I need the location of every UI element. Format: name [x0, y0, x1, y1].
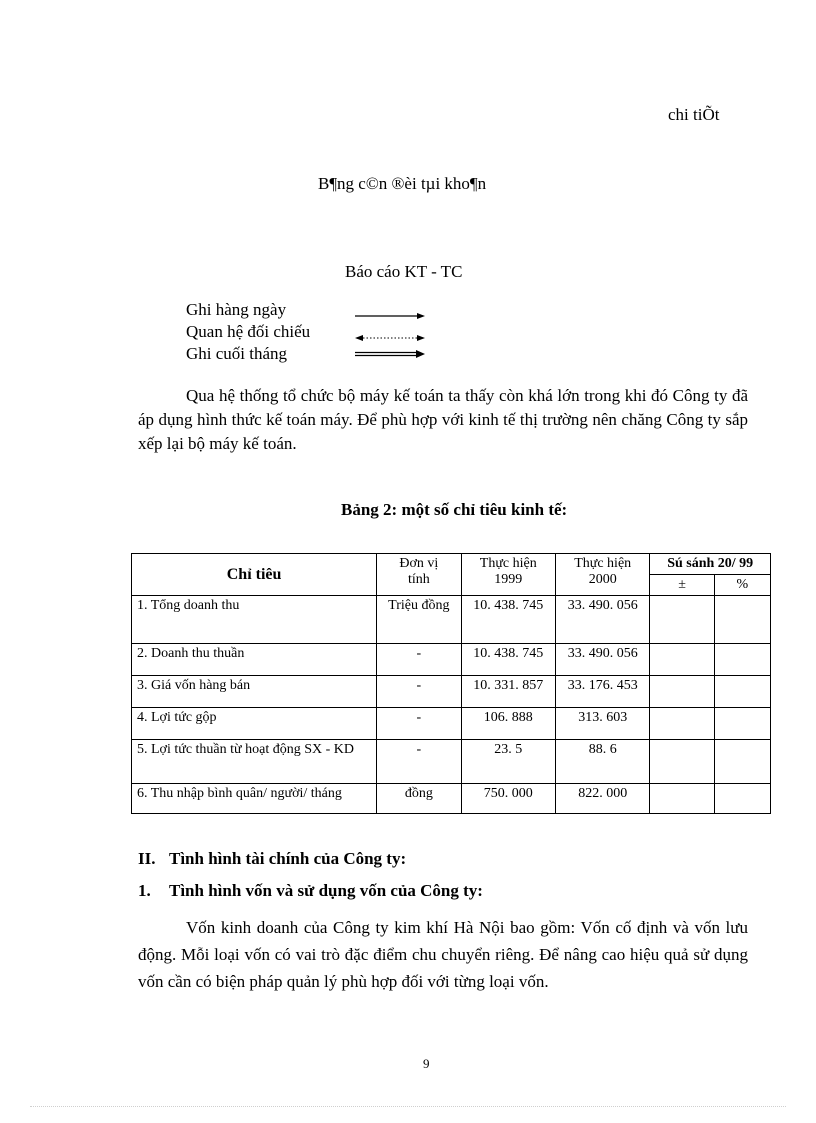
cell-plusminus — [650, 596, 714, 644]
double-line-arrow-icon — [355, 347, 425, 361]
cell-indicator: 3. Giá vốn hàng bán — [132, 676, 377, 708]
cell-2000: 33. 490. 056 — [555, 596, 649, 644]
cell-plusminus — [650, 708, 714, 740]
cell-indicator: 5. Lợi tức thuần từ hoạt động SX - KD — [132, 740, 377, 784]
cell-percent — [714, 784, 770, 814]
section-2-1-number: 1. — [138, 881, 151, 900]
cell-indicator: 6. Thu nhập bình quân/ người/ tháng — [132, 784, 377, 814]
legend-label-monthly: Ghi cuối tháng — [186, 344, 288, 363]
solid-arrow-icon — [355, 309, 425, 323]
cell-1999: 10. 438. 745 — [461, 596, 555, 644]
table-row — [132, 596, 771, 644]
header-line-1: B¶ng c©n ®èi tµi kho¶n — [318, 174, 487, 193]
page-number: 9 — [423, 1056, 430, 1071]
cell-1999: 10. 438. 745 — [461, 644, 555, 676]
cell-2000: 313. 603 — [555, 708, 649, 740]
dotted-double-arrow-icon — [355, 331, 425, 345]
cell-2000: 88. 6 — [555, 740, 649, 784]
cell-1999: 10. 331. 857 — [461, 676, 555, 708]
table-row — [132, 708, 771, 740]
cell-2000: 822. 000 — [555, 784, 649, 814]
legend-label-daily: Ghi hàng ngày — [186, 300, 287, 319]
cell-percent — [714, 644, 770, 676]
paragraph-1: Qua hệ thống tổ chức bộ máy kế toán ta thấy còn khá lớn trong khi đó Công ty đã áp dụng hình thức kế toán máy. Để phù hợp với kinh tế thị trường nên chăng Công ty sắp xếp lại bộ máy kế toán. — [138, 386, 748, 453]
page-bottom-border — [30, 1106, 786, 1107]
cell-unit: - — [377, 740, 461, 784]
section-2-1-title: Tình hình vốn và sử dụng vốn của Công ty: — [169, 881, 483, 900]
header-unit-line2: tính — [407, 572, 430, 587]
cell-unit: - — [377, 676, 461, 708]
paragraph-2: Vốn kinh doanh của Công ty kim khí Hà Nội bao gồm: Vốn cố định và vốn lưu động. Mỗi loại vốn có vai trò đặc điểm chu chuyển riêng. Để nâng cao hiệu quả sử dụng vốn cần có biện pháp quản lý phù hợp đối với từng loại vốn. — [138, 918, 748, 991]
table-row — [132, 740, 771, 784]
cell-unit: - — [377, 708, 461, 740]
header-indicator: Chỉ tiêu — [132, 554, 377, 596]
legend-label-reconcile: Quan hệ đối chiếu — [186, 322, 311, 341]
table-row — [132, 676, 771, 708]
cell-indicator: 2. Doanh thu thuần — [132, 644, 377, 676]
header-top-right: chi tiÕt — [668, 105, 720, 124]
header-plusminus: ± — [650, 575, 714, 596]
section-2-number: II. — [138, 849, 156, 868]
cell-1999: 750. 000 — [461, 784, 555, 814]
header-percent: % — [714, 575, 770, 596]
table-row — [132, 784, 771, 814]
cell-plusminus — [650, 676, 714, 708]
cell-percent — [714, 596, 770, 644]
cell-plusminus — [650, 740, 714, 784]
header-unit-line1: Đơn vị — [399, 556, 439, 571]
cell-1999: 106. 888 — [461, 708, 555, 740]
header-2000: Thực hiện 2000 — [555, 554, 649, 596]
cell-indicator: 1. Tổng doanh thu — [132, 596, 377, 644]
cell-2000: 33. 490. 056 — [555, 644, 649, 676]
header-line-2: Báo cáo KT - TC — [345, 262, 463, 281]
table-header-row — [132, 554, 771, 575]
cell-plusminus — [650, 644, 714, 676]
header-compare: Sú sánh 20/ 99 — [650, 554, 771, 575]
indicators-table — [131, 553, 771, 814]
header-1999: Thực hiện 1999 — [461, 554, 555, 596]
cell-2000: 33. 176. 453 — [555, 676, 649, 708]
table-title: Bảng 2: một số chỉ tiêu kinh tế: — [341, 500, 568, 519]
cell-percent — [714, 740, 770, 784]
cell-unit: - — [377, 644, 461, 676]
cell-indicator: 4. Lợi tức gộp — [132, 708, 377, 740]
cell-percent — [714, 676, 770, 708]
cell-1999: 23. 5 — [461, 740, 555, 784]
header-unit — [377, 554, 461, 596]
cell-plusminus — [650, 784, 714, 814]
cell-unit: đồng — [377, 784, 461, 814]
cell-unit: Triệu đồng — [377, 596, 461, 644]
cell-percent — [714, 708, 770, 740]
section-2-title: Tình hình tài chính của Công ty: — [169, 849, 407, 868]
table-row — [132, 644, 771, 676]
